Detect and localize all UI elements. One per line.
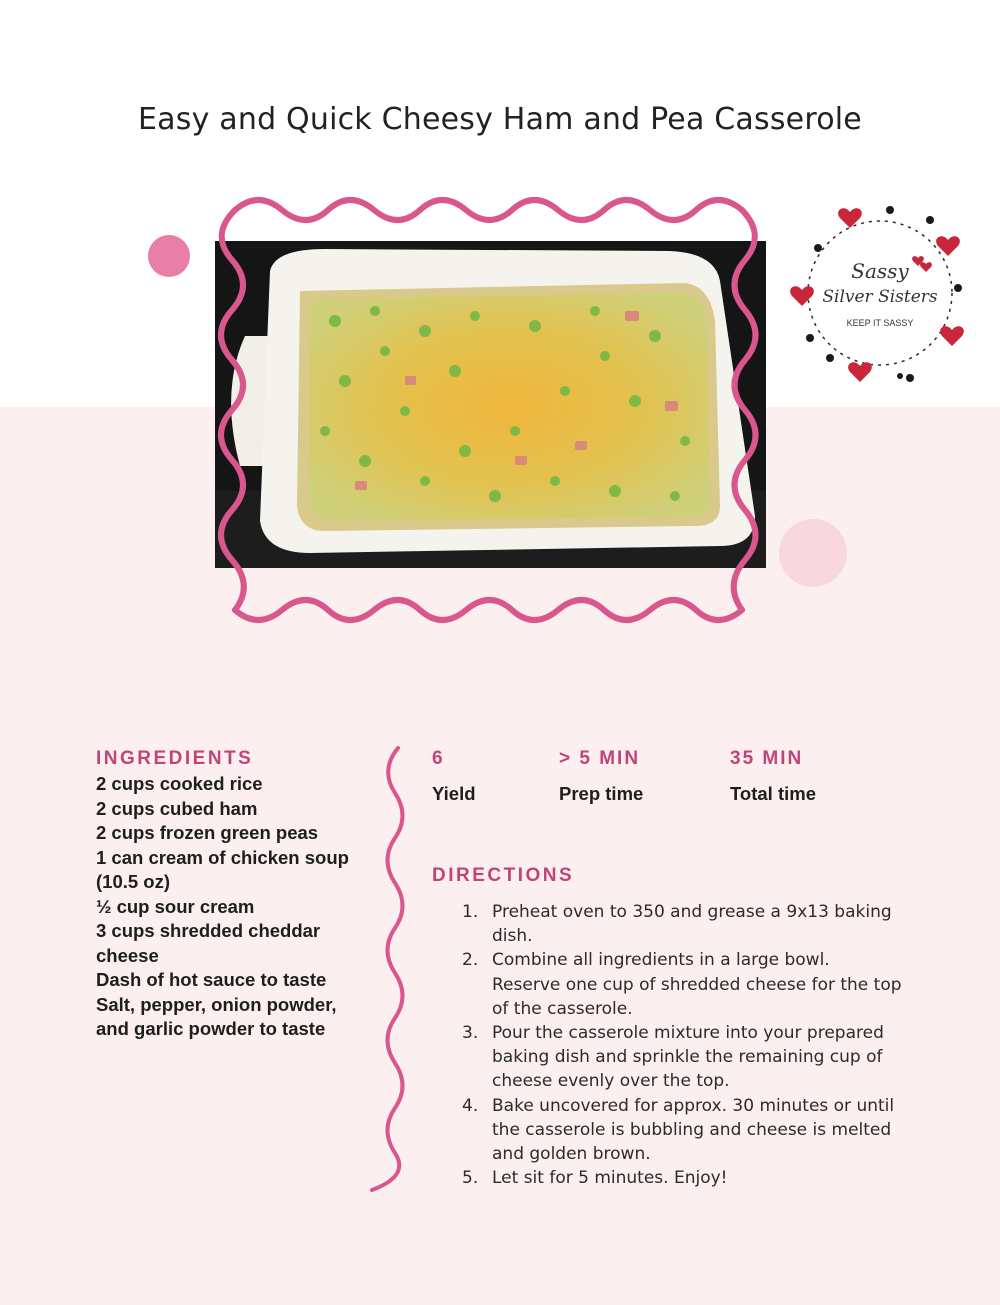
stat-prep-time bbox=[559, 748, 643, 805]
stat-prep-label: Prep time bbox=[559, 783, 644, 804]
step-number: 1. bbox=[462, 902, 479, 922]
decorative-dot-pink bbox=[148, 235, 190, 277]
casserole-photo bbox=[215, 241, 766, 568]
stat-yield-label: Yield bbox=[432, 783, 476, 804]
logo-tagline: KEEP IT SASSY bbox=[846, 318, 914, 328]
stat-yield-value: 6 bbox=[432, 748, 445, 769]
step-text: Pour the casserole mixture into your prepared baking dish and sprinkle the remaining cup of cheese evenly over the top. bbox=[492, 1023, 884, 1092]
ingredient-item: ½ cup sour cream bbox=[96, 895, 255, 917]
step-number: 3. bbox=[462, 1023, 479, 1044]
ingredients-heading: INGREDIENTS bbox=[96, 748, 254, 769]
direction-step bbox=[462, 900, 902, 948]
step-number: 2. bbox=[462, 950, 479, 971]
ingredient-item: 2 cups frozen green peas bbox=[96, 822, 319, 843]
direction-step bbox=[462, 948, 902, 1021]
sassy-silver-sisters-logo bbox=[790, 198, 970, 388]
step-number: 4. bbox=[462, 1095, 479, 1116]
stat-total-time bbox=[730, 748, 816, 805]
direction-step bbox=[462, 1166, 902, 1190]
ingredient-item: 3 cups shredded cheddar cheese bbox=[96, 920, 321, 966]
ingredient-item: 2 cups cubed ham bbox=[96, 797, 258, 819]
ingredients-list bbox=[96, 772, 356, 1042]
ingredient-item: Dash of hot sauce to taste bbox=[96, 969, 327, 990]
stat-prep-value: > 5 MIN bbox=[559, 748, 641, 769]
ingredient-item: Salt, pepper, onion powder, and garlic powder to taste bbox=[96, 993, 337, 1039]
stat-total-label: Total time bbox=[730, 783, 816, 804]
page-title: Easy and Quick Cheesy Ham and Pea Casserole bbox=[138, 102, 862, 138]
ingredient-item: 1 can cream of chicken soup (10.5 oz) bbox=[96, 846, 349, 892]
step-text: Let sit for 5 minutes. Enjoy! bbox=[492, 1168, 728, 1189]
decorative-dot-light bbox=[779, 519, 847, 587]
stat-total-value: 35 MIN bbox=[730, 748, 804, 769]
stat-yield bbox=[432, 748, 476, 805]
step-text: Bake uncovered for approx. 30 minutes or until the casserole is bubbling and cheese is melted and golden brown. bbox=[492, 1095, 895, 1165]
step-text: Preheat oven to 350 and grease a 9x13 baking dish. bbox=[492, 902, 892, 947]
direction-step bbox=[462, 1094, 902, 1167]
directions-list bbox=[462, 900, 902, 1190]
ingredient-item: 2 cups cooked rice bbox=[96, 773, 263, 794]
casserole-photo-art bbox=[215, 241, 766, 568]
logo-name-line2: Silver Sisters bbox=[822, 287, 938, 307]
direction-step bbox=[462, 1021, 902, 1094]
logo-name-line1: Sassy bbox=[851, 259, 909, 283]
directions-heading: DIRECTIONS bbox=[432, 865, 575, 886]
step-number: 5. bbox=[462, 1168, 479, 1189]
step-text: Combine all ingredients in a large bowl. Reserve one cup of shredded cheese for the top of the casserole. bbox=[492, 950, 902, 1019]
